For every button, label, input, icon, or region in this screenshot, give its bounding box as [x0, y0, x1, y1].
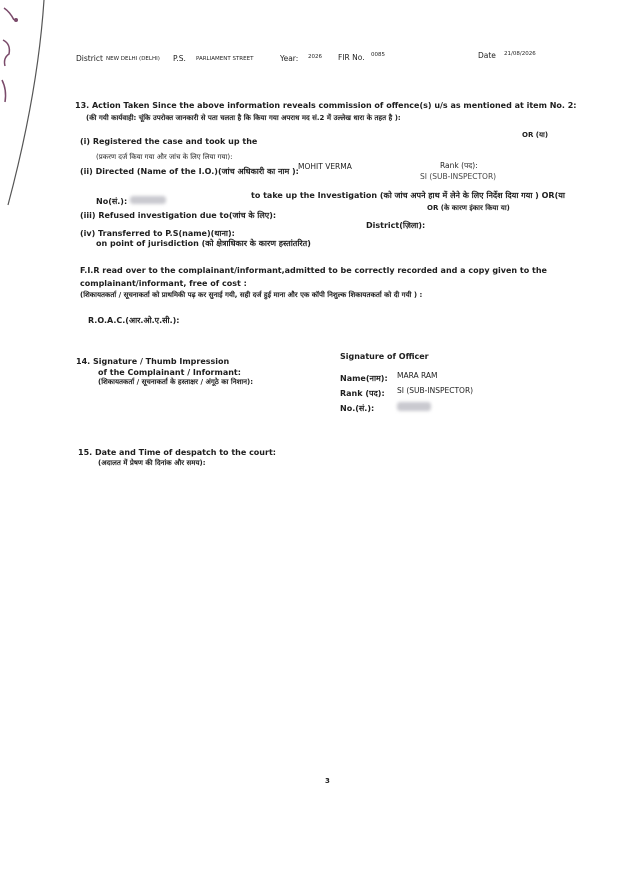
- ps-label: P.S.: [173, 54, 186, 63]
- fir-value: 0085: [371, 52, 385, 58]
- fir-read-hindi: (शिकायतकर्ता / सूचनाकर्ता को प्राथमिकी पढ़ कर सुनाई गयी, सही दर्ज हुई माना और एक कॉपी निशुल्क शिकायतकर्ता को दी गयी ) :: [80, 291, 423, 299]
- item15-title-hindi: (अदालत में प्रेषण की दिनांक और समय):: [98, 459, 206, 467]
- page-number: 3: [325, 777, 330, 785]
- jurisdiction-text: on point of jurisdiction (को क्षेत्राधिकार के कारण हस्तांतरित): [96, 239, 311, 248]
- year-label: Year:: [280, 54, 299, 63]
- or-text-2: OR (के कारण इंकार किया या): [427, 204, 510, 212]
- item15-title: 15. Date and Time of despatch to the court:: [78, 448, 276, 457]
- fir-read-line-2: complainant/informant, free of cost :: [80, 279, 247, 288]
- io-name: MOHIT VERMA: [298, 162, 352, 171]
- item13-i-hindi: (प्रकरण दर्ज किया गया और जांच के लिए लिया गया):: [96, 153, 233, 161]
- date-label: Date: [478, 51, 496, 60]
- scan-edge-artifact: [0, 0, 60, 220]
- investigation-text: to take up the Investigation (को जांच अपने हाथ में लेने के लिए निर्देश दिया गया ) OR(या: [251, 191, 565, 200]
- date-value: 21/08/2026: [504, 51, 536, 57]
- item13-iv-label: (iv) Transferred to P.S(name)(थाना):: [80, 229, 235, 238]
- roac-label: R.O.A.C.(आर.ओ.ए.सी.):: [88, 316, 180, 325]
- io-rank-label: Rank (पद):: [440, 161, 478, 170]
- officer-signature-heading: Signature of Officer: [340, 352, 429, 361]
- ps-value: PARLIAMENT STREET: [196, 56, 254, 62]
- item13-i-label: (i) Registered the case and took up the: [80, 137, 258, 146]
- district-value: NEW DELHI (DELHI): [106, 56, 160, 62]
- item14-title-line-1: 14. Signature / Thumb Impression: [76, 357, 230, 366]
- item13-title-hindi: (की गयी कार्यवाही: चूंकि उपरोक्त जानकारी से पता चलता है कि किया गया अपराध मद सं.2 में उल्लेख धारा के तहत है ):: [86, 114, 401, 122]
- or-text-1: OR (या): [522, 131, 549, 139]
- fir-label: FIR No.: [338, 53, 365, 62]
- item13-ii-label: (ii) Directed (Name of the I.O.)(जांच अधिकारी का नाम ):: [80, 167, 299, 176]
- io-no-label: No(सं.):: [96, 197, 128, 206]
- district-label: District: [76, 54, 103, 63]
- fir-read-line-1: F.I.R read over to the complainant/informant,admitted to be correctly recorded and a copy given to the: [80, 266, 547, 275]
- officer-rank-value: SI (SUB-INSPECTOR): [397, 386, 474, 395]
- district-field-label: District(ज़िला):: [366, 221, 426, 230]
- redacted-officer-number: [397, 402, 431, 411]
- officer-no-label: No.(सं.):: [340, 404, 375, 413]
- redacted-number: [130, 196, 166, 204]
- year-value: 2026: [308, 54, 322, 60]
- io-rank-value: SI (SUB-INSPECTOR): [420, 172, 497, 181]
- officer-name-label: Name(नाम):: [340, 374, 388, 383]
- officer-rank-label: Rank (पद):: [340, 389, 385, 398]
- item13-iii-label: (iii) Refused investigation due to(जांच के लिए):: [80, 211, 277, 220]
- item14-title-hindi: (शिकायतकर्ता / सूचनाकर्ता के हस्ताक्षर / अंगूठे का निशान):: [98, 378, 254, 386]
- item14-title-line-2: of the Complainant / Informant:: [98, 368, 241, 377]
- item13-title: 13. Action Taken Since the above information reveals commission of offence(s) u/s as mentioned at item No. 2:: [75, 101, 577, 110]
- officer-name-value: MARA RAM: [397, 371, 438, 380]
